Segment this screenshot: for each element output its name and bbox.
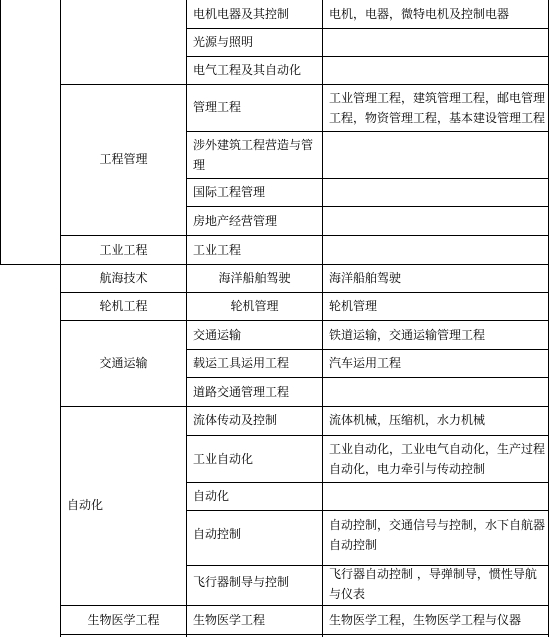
related-majors-cell: 与仪表 — [329, 587, 366, 601]
related-majors-cell: 工业管理工程，建筑管理工程，邮电管理 — [329, 91, 546, 105]
row-divider — [186, 131, 549, 132]
row-divider — [186, 28, 549, 29]
major-name-cell: 电机电器及其控制 — [193, 7, 290, 21]
major-name-cell: 电气工程及其自动化 — [193, 63, 302, 77]
group-divider — [60, 320, 549, 321]
section-divider — [0, 264, 549, 265]
table-border-right — [548, 0, 549, 637]
related-majors-cell: 流体机械，压缩机，水力机械 — [329, 413, 486, 427]
major-name-cell: 房地产经营管理 — [193, 214, 278, 228]
row-divider — [186, 377, 549, 378]
row-divider — [186, 56, 549, 57]
row-divider — [186, 510, 549, 511]
related-majors-cell: 轮机管理 — [329, 299, 378, 313]
discipline-group-cell: 自动化 — [67, 498, 104, 512]
group-divider — [60, 605, 549, 606]
major-name-cell: 自动控制 — [193, 527, 242, 541]
discipline-group-cell: 工程管理 — [99, 152, 148, 166]
major-name-cell: 工业工程 — [193, 243, 242, 257]
row-divider — [186, 178, 549, 179]
related-majors-cell: 工程，物资管理工程，基本建设管理工程 — [329, 111, 546, 125]
major-name-cell: 载运工具运用工程 — [193, 356, 290, 370]
major-name-cell: 道路交通管理工程 — [193, 385, 290, 399]
column-divider — [322, 0, 323, 637]
row-divider — [186, 349, 549, 350]
major-name-cell: 轮机管理 — [230, 299, 279, 313]
major-name-cell: 涉外建筑工程营造与管 — [193, 138, 314, 152]
related-majors-cell: 铁道运输，交通运输管理工程 — [329, 328, 486, 342]
group-divider — [60, 235, 549, 236]
major-name-cell: 流体传动及控制 — [193, 413, 278, 427]
major-name-cell: 自动化 — [193, 489, 230, 503]
related-majors-cell: 工业自动化，工业电气自动化，生产过程 — [329, 442, 546, 456]
related-majors-cell: 电机，电器，微特电机及控制电器 — [329, 7, 510, 21]
major-name-cell: 理 — [193, 158, 206, 172]
related-majors-cell: 汽车运用工程 — [329, 356, 402, 370]
major-name-cell: 交通运输 — [193, 328, 242, 342]
group-divider — [60, 292, 549, 293]
major-name-cell: 海洋船舶驾驶 — [218, 271, 291, 285]
group-divider — [60, 406, 549, 407]
discipline-group-cell: 生物医学工程 — [87, 613, 160, 627]
related-majors-cell: 自动控制，交通信号与控制，水下自航器 — [329, 518, 546, 532]
column-divider — [186, 0, 187, 637]
major-name-cell: 工业自动化 — [193, 452, 254, 466]
related-majors-cell: 自动控制 — [329, 538, 378, 552]
related-majors-cell: 海洋船舶驾驶 — [329, 271, 402, 285]
column-divider — [60, 0, 61, 637]
discipline-group-cell: 轮机工程 — [99, 299, 148, 313]
row-divider — [186, 482, 549, 483]
related-majors-cell: 飞行器自动控制 ，导弹制导，惯性导航 — [329, 567, 537, 581]
related-majors-cell: 生物医学工程，生物医学工程与仪器 — [329, 613, 522, 627]
discipline-group-cell: 航海技术 — [99, 271, 148, 285]
major-name-cell: 管理工程 — [193, 100, 242, 114]
group-divider — [60, 634, 549, 635]
discipline-group-cell: 交通运输 — [99, 356, 148, 370]
table-border-left — [0, 0, 1, 265]
group-divider — [60, 84, 549, 85]
major-name-cell: 光源与照明 — [193, 35, 254, 49]
major-name-cell: 飞行器制导与控制 — [193, 575, 290, 589]
major-name-cell: 生物医学工程 — [193, 613, 266, 627]
row-divider — [186, 435, 549, 436]
row-divider — [186, 206, 549, 207]
major-name-cell: 国际工程管理 — [193, 185, 266, 199]
related-majors-cell: 自动化，电力牵引与传动控制 — [329, 462, 486, 476]
discipline-group-cell: 工业工程 — [99, 243, 148, 257]
